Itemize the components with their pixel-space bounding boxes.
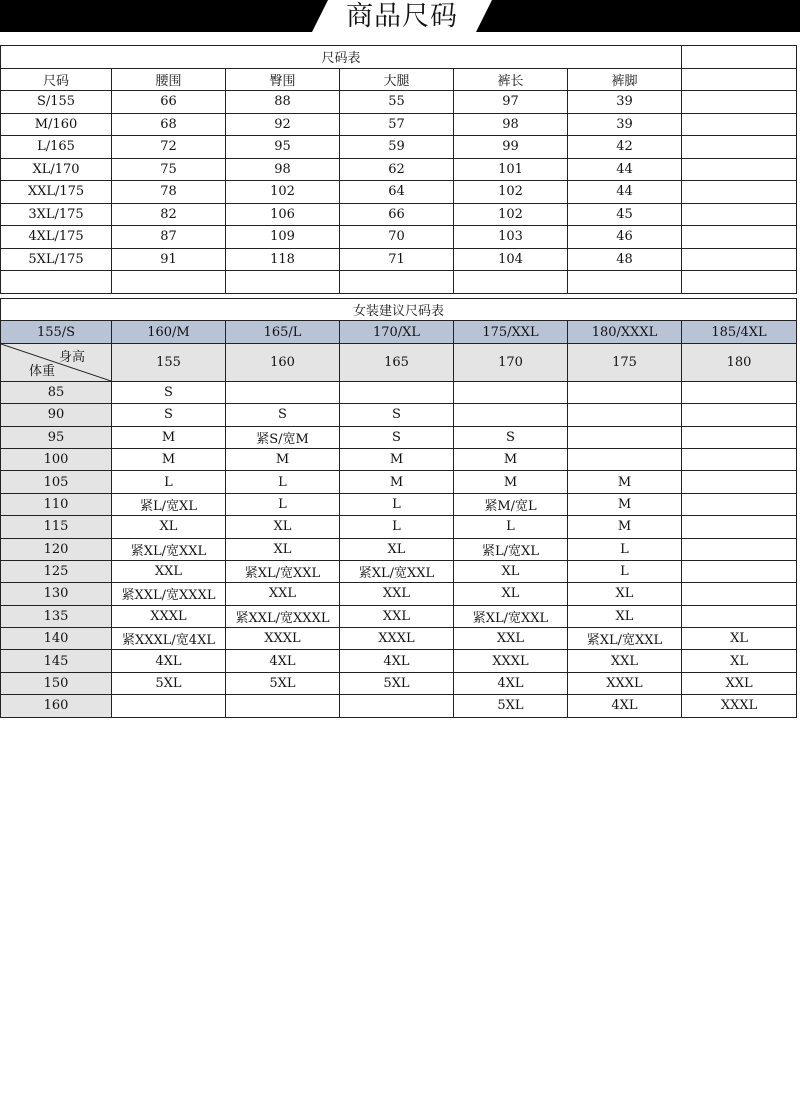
column-header: 裤长	[454, 68, 568, 91]
empty-cell	[682, 203, 797, 226]
size-recommendation: XXL	[454, 628, 568, 650]
size-recommendation: M	[112, 426, 226, 448]
size-recommendation: XXL	[112, 560, 226, 582]
empty-cell	[682, 46, 797, 69]
measurement-cell: 42	[568, 136, 682, 159]
table-row	[1, 538, 797, 560]
table-row	[1, 226, 797, 249]
measurement-cell: 72	[112, 136, 226, 159]
table-row	[1, 404, 797, 426]
size-recommendation: XL	[112, 516, 226, 538]
size-recommendation: XXXL	[340, 628, 454, 650]
size-recommendation: S	[454, 426, 568, 448]
measurement-cell: 70	[340, 226, 454, 249]
measurement-cell: 45	[568, 203, 682, 226]
size-recommendation: XL	[226, 538, 340, 560]
empty-cell	[682, 271, 797, 294]
size-recommendation: L	[568, 560, 682, 582]
size-recommendation: S	[226, 404, 340, 426]
size-recommendation: S	[340, 426, 454, 448]
size-recommendation: 4XL	[454, 672, 568, 694]
size-table	[0, 45, 797, 294]
size-header: 180/XXXL	[568, 321, 682, 343]
size-recommendation: 紧XXL/宽XXXL	[226, 605, 340, 627]
size-recommendation: XXL	[340, 583, 454, 605]
size-recommendation	[568, 426, 682, 448]
recommend-table-caption: 女装建议尺码表	[1, 299, 797, 321]
size-recommendation: 5XL	[112, 672, 226, 694]
empty-cell	[340, 271, 454, 294]
measurement-cell: 88	[226, 91, 340, 114]
empty-cell	[682, 91, 797, 114]
table-row	[1, 91, 797, 114]
measurement-cell: 102	[454, 203, 568, 226]
size-recommendation	[682, 516, 797, 538]
table-row	[1, 381, 797, 403]
size-recommendation: 紧XL/宽XXL	[568, 628, 682, 650]
size-recommendation: L	[340, 493, 454, 515]
size-label: S/155	[1, 91, 112, 114]
size-recommendation: XXXL	[568, 672, 682, 694]
measurement-cell: 97	[454, 91, 568, 114]
height-value: 180	[682, 343, 797, 381]
measurement-cell: 109	[226, 226, 340, 249]
size-recommendation: XXXL	[454, 650, 568, 672]
page-title: 商品尺码	[346, 1, 458, 32]
size-recommendation: M	[454, 448, 568, 470]
size-recommendation: XXL	[568, 650, 682, 672]
size-recommendation: M	[568, 516, 682, 538]
size-label: XL/170	[1, 158, 112, 181]
column-header: 尺码	[1, 68, 112, 91]
measurement-cell: 39	[568, 113, 682, 136]
measurement-cell: 71	[340, 248, 454, 271]
size-recommendation: 4XL	[568, 695, 682, 717]
size-recommendation: 紧S/宽M	[226, 426, 340, 448]
weight-value: 150	[1, 672, 112, 694]
size-table-header-row	[1, 68, 797, 91]
measurement-cell: 66	[112, 91, 226, 114]
size-label: M/160	[1, 113, 112, 136]
empty-cell	[226, 271, 340, 294]
size-recommendation: XXL	[682, 672, 797, 694]
table-row	[1, 516, 797, 538]
measurement-cell: 101	[454, 158, 568, 181]
size-recommendation: XL	[454, 583, 568, 605]
size-recommendation: XXXL	[682, 695, 797, 717]
size-recommendation	[454, 381, 568, 403]
measurement-cell: 104	[454, 248, 568, 271]
empty-cell	[454, 271, 568, 294]
height-value: 170	[454, 343, 568, 381]
empty-cell	[568, 271, 682, 294]
column-header: 大腿	[340, 68, 454, 91]
recommend-caption-row	[1, 299, 797, 321]
table-row	[1, 471, 797, 493]
weight-value: 100	[1, 448, 112, 470]
size-recommendation	[682, 471, 797, 493]
size-recommendation	[682, 381, 797, 403]
size-recommendation: 紧M/宽L	[454, 493, 568, 515]
size-recommendation: 紧XL/宽XXL	[340, 560, 454, 582]
size-label: L/165	[1, 136, 112, 159]
size-recommendation	[682, 493, 797, 515]
size-recommendation: XXL	[340, 605, 454, 627]
size-recommendation: L	[568, 538, 682, 560]
table-row	[1, 203, 797, 226]
size-recommendation	[682, 583, 797, 605]
measurement-cell: 98	[226, 158, 340, 181]
size-header: 175/XXL	[454, 321, 568, 343]
size-recommendation	[340, 695, 454, 717]
table-row	[1, 136, 797, 159]
size-recommendation: L	[340, 516, 454, 538]
table-row	[1, 181, 797, 204]
size-recommendation: 紧XL/宽XXL	[112, 538, 226, 560]
size-recommendation	[226, 695, 340, 717]
size-recommendation: 5XL	[454, 695, 568, 717]
empty-cell	[682, 181, 797, 204]
empty-cell	[682, 226, 797, 249]
table-row	[1, 650, 797, 672]
empty-cell	[1, 271, 112, 294]
size-header: 165/L	[226, 321, 340, 343]
size-recommendation: L	[454, 516, 568, 538]
weight-value: 125	[1, 560, 112, 582]
size-recommendation: XL	[568, 605, 682, 627]
weight-value: 140	[1, 628, 112, 650]
size-table-caption: 尺码表	[1, 46, 682, 69]
measurement-cell: 103	[454, 226, 568, 249]
size-recommendation: S	[340, 404, 454, 426]
measurement-cell: 78	[112, 181, 226, 204]
size-recommendation: M	[112, 448, 226, 470]
size-recommendation: 紧XL/宽XXL	[226, 560, 340, 582]
table-row	[1, 605, 797, 627]
size-header: 185/4XL	[682, 321, 797, 343]
size-recommendation: XXXL	[112, 605, 226, 627]
size-recommendation: M	[226, 448, 340, 470]
measurement-cell: 118	[226, 248, 340, 271]
table-row	[1, 672, 797, 694]
size-recommendation	[682, 404, 797, 426]
empty-cell	[682, 113, 797, 136]
measurement-cell: 87	[112, 226, 226, 249]
size-table-blank-row	[1, 271, 797, 294]
measurement-cell: 91	[112, 248, 226, 271]
size-recommendation	[340, 381, 454, 403]
weight-value: 95	[1, 426, 112, 448]
size-recommendation: 5XL	[340, 672, 454, 694]
measurement-cell: 95	[226, 136, 340, 159]
size-recommendation: XL	[454, 560, 568, 582]
size-header: 170/XL	[340, 321, 454, 343]
size-recommendation: 紧L/宽XL	[454, 538, 568, 560]
table-row	[1, 426, 797, 448]
empty-cell	[112, 271, 226, 294]
measurement-cell: 44	[568, 181, 682, 204]
size-recommendation	[682, 426, 797, 448]
weight-value: 160	[1, 695, 112, 717]
size-recommendation	[682, 560, 797, 582]
height-value: 160	[226, 343, 340, 381]
table-row	[1, 248, 797, 271]
size-recommendation	[682, 605, 797, 627]
size-label: 3XL/175	[1, 203, 112, 226]
table-row	[1, 695, 797, 717]
height-label: 身高	[58, 349, 85, 365]
size-recommendation: XL	[226, 516, 340, 538]
table-row	[1, 113, 797, 136]
measurement-cell: 98	[454, 113, 568, 136]
measurement-cell: 75	[112, 158, 226, 181]
size-label: 5XL/175	[1, 248, 112, 271]
weight-value: 85	[1, 381, 112, 403]
measurement-cell: 102	[454, 181, 568, 204]
size-recommendation	[112, 695, 226, 717]
size-recommendation: M	[340, 471, 454, 493]
size-header-row	[1, 321, 797, 343]
table-row	[1, 560, 797, 582]
size-recommendation: 5XL	[226, 672, 340, 694]
size-recommendation: M	[454, 471, 568, 493]
height-value: 175	[568, 343, 682, 381]
height-weight-diagonal-header	[1, 343, 112, 381]
measurement-cell: 59	[340, 136, 454, 159]
table-row	[1, 628, 797, 650]
size-recommendation	[682, 448, 797, 470]
empty-cell	[682, 158, 797, 181]
weight-value: 120	[1, 538, 112, 560]
size-recommendation: 4XL	[112, 650, 226, 672]
empty-cell	[682, 248, 797, 271]
size-recommendation: M	[340, 448, 454, 470]
size-recommendation: L	[226, 493, 340, 515]
size-recommendation: XL	[682, 650, 797, 672]
recommend-table	[0, 298, 797, 718]
size-recommendation: XL	[340, 538, 454, 560]
size-recommendation: 紧XXL/宽XXXL	[112, 583, 226, 605]
table-row	[1, 158, 797, 181]
measurement-cell: 92	[226, 113, 340, 136]
empty-cell	[682, 136, 797, 159]
weight-value: 110	[1, 493, 112, 515]
column-header: 臀围	[226, 68, 340, 91]
measurement-cell: 62	[340, 158, 454, 181]
weight-value: 135	[1, 605, 112, 627]
measurement-cell: 68	[112, 113, 226, 136]
size-recommendation: 紧L/宽XL	[112, 493, 226, 515]
measurement-cell: 57	[340, 113, 454, 136]
size-header: 155/S	[1, 321, 112, 343]
size-recommendation: 4XL	[226, 650, 340, 672]
size-recommendation: XL	[682, 628, 797, 650]
size-recommendation: XXXL	[226, 628, 340, 650]
weight-value: 115	[1, 516, 112, 538]
column-header: 腰围	[112, 68, 226, 91]
weight-value: 145	[1, 650, 112, 672]
weight-value: 130	[1, 583, 112, 605]
size-recommendation: M	[568, 471, 682, 493]
size-recommendation: M	[568, 493, 682, 515]
measurement-cell: 55	[340, 91, 454, 114]
size-label: 4XL/175	[1, 226, 112, 249]
weight-value: 90	[1, 404, 112, 426]
size-recommendation	[454, 404, 568, 426]
size-recommendation: 4XL	[340, 650, 454, 672]
measurement-cell: 39	[568, 91, 682, 114]
size-header: 160/M	[112, 321, 226, 343]
height-value: 155	[112, 343, 226, 381]
height-row	[1, 343, 797, 381]
measurement-cell: 48	[568, 248, 682, 271]
table-row	[1, 493, 797, 515]
measurement-cell: 102	[226, 181, 340, 204]
weight-value: 105	[1, 471, 112, 493]
size-label: XXL/175	[1, 181, 112, 204]
size-recommendation	[568, 404, 682, 426]
size-recommendation: 紧XXXL/宽4XL	[112, 628, 226, 650]
measurement-cell: 46	[568, 226, 682, 249]
size-recommendation: L	[226, 471, 340, 493]
size-recommendation: XXL	[226, 583, 340, 605]
size-recommendation: S	[112, 404, 226, 426]
size-recommendation: XL	[568, 583, 682, 605]
table-row	[1, 448, 797, 470]
size-table-caption-row	[1, 46, 797, 69]
size-recommendation: L	[112, 471, 226, 493]
measurement-cell: 106	[226, 203, 340, 226]
height-value: 165	[340, 343, 454, 381]
measurement-cell: 64	[340, 181, 454, 204]
measurement-cell: 44	[568, 158, 682, 181]
empty-cell	[682, 68, 797, 91]
size-recommendation: 紧XL/宽XXL	[454, 605, 568, 627]
measurement-cell: 66	[340, 203, 454, 226]
size-recommendation	[226, 381, 340, 403]
measurement-cell: 82	[112, 203, 226, 226]
size-recommendation	[682, 538, 797, 560]
size-recommendation	[568, 448, 682, 470]
size-recommendation: S	[112, 381, 226, 403]
weight-label: 体重	[29, 363, 56, 379]
size-recommendation	[568, 381, 682, 403]
table-row	[1, 583, 797, 605]
measurement-cell: 99	[454, 136, 568, 159]
column-header: 裤脚	[568, 68, 682, 91]
